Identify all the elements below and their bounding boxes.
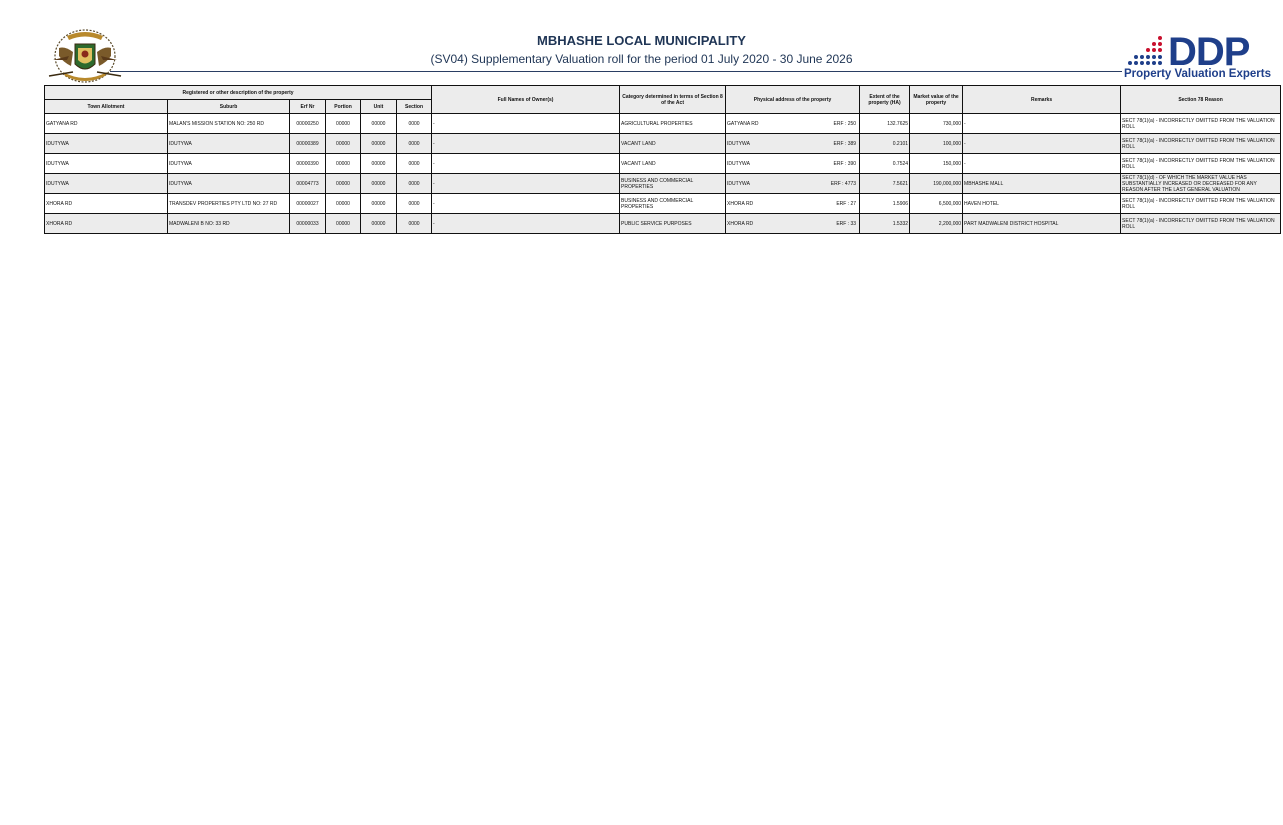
cell-remarks: -	[963, 114, 1121, 134]
cell-extent: 7.5621	[860, 174, 910, 194]
cell-unit: 00000	[361, 154, 397, 174]
cell-value: 730,000	[910, 114, 963, 134]
address-erf: ERF : 4773	[830, 180, 857, 187]
cell-reason: SECT 78(1)(a) - INCORRECTLY OMITTED FROM THE VALUATION ROLL	[1121, 114, 1281, 134]
ddp-logo-tagline: Property Valuation Experts	[1124, 68, 1271, 80]
table-row	[45, 214, 1281, 234]
cell-category: BUSINESS AND COMMERCIAL PROPERTIES	[620, 174, 726, 194]
cell-suburb: IDUTYWA	[168, 174, 290, 194]
address-erf: ERF : 27	[836, 200, 857, 207]
col-header-owner: Full Names of Owner(s)	[432, 86, 620, 114]
cell-erf: 00000389	[290, 134, 326, 154]
cell-section: 0000	[397, 214, 432, 234]
col-header-section: Section	[397, 100, 432, 114]
cell-portion: 00000	[326, 214, 361, 234]
cell-value: 150,000	[910, 154, 963, 174]
cell-town: IDUTYWA	[45, 154, 168, 174]
cell-reason: SECT 78(1)(a) - INCORRECTLY OMITTED FROM THE VALUATION ROLL	[1121, 154, 1281, 174]
cell-section: 0000	[397, 174, 432, 194]
cell-reason: SECT 78(1)(d) - OF WHICH THE MARKET VALUE HAS SUBSTANTIALLY INCREASED OR DECREASED FOR ANY REASON AFTER THE LAST GENERAL VALUATION	[1121, 174, 1281, 194]
cell-portion: 00000	[326, 114, 361, 134]
address-street: XHORA RD	[727, 200, 754, 207]
cell-unit: 00000	[361, 134, 397, 154]
cell-suburb: MADWALENI B NO: 33 RD	[168, 214, 290, 234]
cell-category: VACANT LAND	[620, 134, 726, 154]
cell-category: AGRICULTURAL PROPERTIES	[620, 114, 726, 134]
header-divider	[110, 71, 1122, 72]
col-header-category: Category determined in terms of Section 8 of the Act	[620, 86, 726, 114]
group-header-description: Registered or other description of the property	[45, 86, 432, 100]
cell-reason: SECT 78(1)(a) - INCORRECTLY OMITTED FROM THE VALUATION ROLL	[1121, 194, 1281, 214]
cell-value: 2,200,000	[910, 214, 963, 234]
cell-town: IDUTYWA	[45, 174, 168, 194]
address-erf: ERF : 389	[833, 140, 857, 147]
cell-erf: 00000390	[290, 154, 326, 174]
address-street: IDUTYWA	[727, 140, 750, 147]
table-row	[45, 194, 1281, 214]
cell-remarks: MBHASHE MALL	[963, 174, 1121, 194]
cell-suburb: IDUTYWA	[168, 134, 290, 154]
address-street: GATYANA RD	[727, 120, 759, 127]
page-title: MBHASHE LOCAL MUNICIPALITY	[537, 33, 746, 48]
cell-extent: 0.7524	[860, 154, 910, 174]
cell-section: 0000	[397, 154, 432, 174]
address-street: IDUTYWA	[727, 160, 750, 167]
cell-section: 0000	[397, 114, 432, 134]
cell-unit: 00000	[361, 174, 397, 194]
cell-unit: 00000	[361, 214, 397, 234]
cell-owner: -	[432, 154, 620, 174]
ddp-logo-text: DDP	[1168, 30, 1250, 74]
cell-erf: 00004773	[290, 174, 326, 194]
address-erf: ERF : 390	[833, 160, 857, 167]
page-subtitle: (SV04) Supplementary Valuation roll for the period 01 July 2020 - 30 June 2026	[430, 52, 853, 66]
cell-category: BUSINESS AND COMMERCIAL PROPERTIES	[620, 194, 726, 214]
cell-town: XHORA RD	[45, 214, 168, 234]
cell-owner: -	[432, 134, 620, 154]
col-header-reason: Section 78 Reason	[1121, 86, 1281, 114]
col-header-erf: Erf Nr	[290, 100, 326, 114]
cell-remarks: -	[963, 154, 1121, 174]
cell-remarks: -	[963, 134, 1121, 154]
col-header-unit: Unit	[361, 100, 397, 114]
cell-owner: -	[432, 214, 620, 234]
cell-address	[726, 154, 860, 174]
address-street: IDUTYWA	[727, 180, 750, 187]
cell-erf: 00000250	[290, 114, 326, 134]
cell-extent: 132.7625	[860, 114, 910, 134]
cell-town: XHORA RD	[45, 194, 168, 214]
cell-reason: SECT 78(1)(a) - INCORRECTLY OMITTED FROM THE VALUATION ROLL	[1121, 214, 1281, 234]
cell-suburb: MALAN'S MISSION STATION NO: 250 RD	[168, 114, 290, 134]
cell-category: VACANT LAND	[620, 154, 726, 174]
cell-town: IDUTYWA	[45, 134, 168, 154]
col-header-extent: Extent of the property (HA)	[860, 86, 910, 114]
col-header-suburb: Suburb	[168, 100, 290, 114]
cell-unit: 00000	[361, 114, 397, 134]
cell-section: 0000	[397, 194, 432, 214]
cell-address	[726, 134, 860, 154]
address-erf: ERF : 33	[836, 220, 857, 227]
cell-extent: 0.2101	[860, 134, 910, 154]
cell-address	[726, 174, 860, 194]
cell-section: 0000	[397, 134, 432, 154]
table-row	[45, 114, 1281, 134]
cell-category: PUBLIC SERVICE PURPOSES	[620, 214, 726, 234]
col-header-value: Market value of the property	[910, 86, 963, 114]
cell-portion: 00000	[326, 174, 361, 194]
cell-suburb: IDUTYWA	[168, 154, 290, 174]
cell-remarks: PART MADWALENI DISTRICT HOSPITAL	[963, 214, 1121, 234]
cell-address	[726, 214, 860, 234]
address-street: XHORA RD	[727, 220, 754, 227]
cell-portion: 00000	[326, 194, 361, 214]
cell-erf: 00000033	[290, 214, 326, 234]
cell-portion: 00000	[326, 154, 361, 174]
cell-address	[726, 114, 860, 134]
table-row	[45, 154, 1281, 174]
col-header-portion: Portion	[326, 100, 361, 114]
col-header-address: Physical address of the property	[726, 86, 860, 114]
cell-owner: -	[432, 174, 620, 194]
valuation-roll-table	[44, 85, 1281, 234]
table-row	[45, 134, 1281, 154]
cell-extent: 1.5332	[860, 214, 910, 234]
cell-value: 6,500,000	[910, 194, 963, 214]
cell-owner: -	[432, 114, 620, 134]
cell-suburb: TRANSDEV PROPERTIES PTY LTD NO: 27 RD	[168, 194, 290, 214]
cell-extent: 1.5906	[860, 194, 910, 214]
cell-address	[726, 194, 860, 214]
address-erf: ERF : 250	[833, 120, 857, 127]
col-header-town: Town Allotment	[45, 100, 168, 114]
cell-town: GATYANA RD	[45, 114, 168, 134]
cell-erf: 00000027	[290, 194, 326, 214]
cell-portion: 00000	[326, 134, 361, 154]
cell-remarks: HAVEN HOTEL	[963, 194, 1121, 214]
table-row	[45, 174, 1281, 194]
cell-reason: SECT 78(1)(a) - INCORRECTLY OMITTED FROM THE VALUATION ROLL	[1121, 134, 1281, 154]
cell-owner: -	[432, 194, 620, 214]
col-header-remarks: Remarks	[963, 86, 1121, 114]
cell-value: 190,000,000	[910, 174, 963, 194]
ddp-dots-logo-icon	[1124, 35, 1166, 67]
cell-value: 100,000	[910, 134, 963, 154]
cell-unit: 00000	[361, 194, 397, 214]
